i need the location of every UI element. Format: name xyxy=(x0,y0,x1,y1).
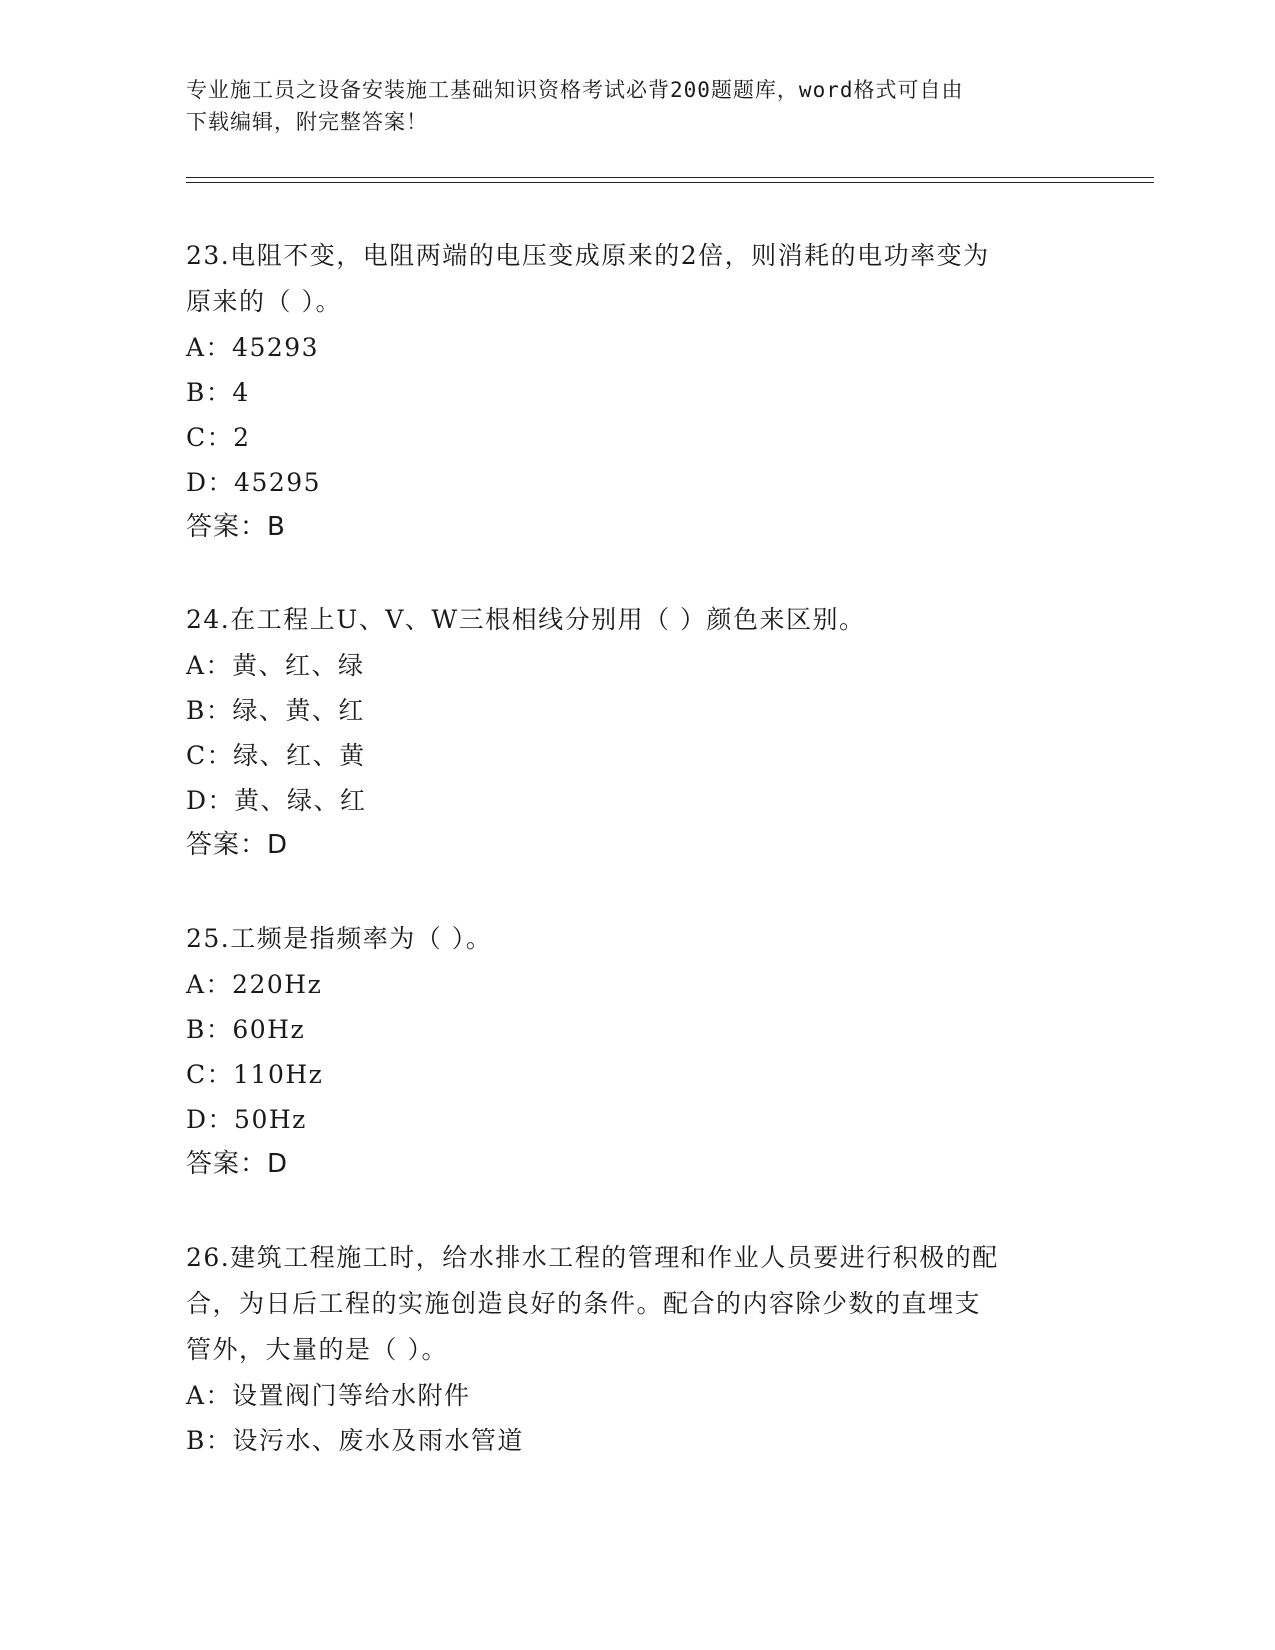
question-stem: 26.建筑工程施工时，给水排水工程的管理和作业人员要进行积极的配 xyxy=(186,1243,999,1272)
option-d: D：50Hz xyxy=(186,1105,307,1134)
question-26 xyxy=(186,1235,1086,1463)
answer: 答案：B xyxy=(186,512,286,542)
option-a: A：黄、红、绿 xyxy=(186,651,365,680)
header-line-1: 专业施工员之设备安装施工基础知识资格考试必背200题题库，word格式可自由 xyxy=(186,78,964,102)
question-25 xyxy=(186,916,1086,1187)
question-23 xyxy=(186,233,1086,550)
header-divider-bottom xyxy=(186,182,1154,183)
answer: 答案：D xyxy=(186,830,289,860)
document-header xyxy=(186,74,1066,138)
option-c: C：110Hz xyxy=(186,1060,324,1089)
question-stem: 24.在工程上U、V、W三根相线分别用（ ）颜色来区别。 xyxy=(186,605,866,634)
header-line-2: 下载编辑，附完整答案！ xyxy=(186,110,428,134)
answer: 答案：D xyxy=(186,1149,289,1179)
option-a: A：220Hz xyxy=(186,970,323,999)
option-a: A：45293 xyxy=(186,333,320,362)
question-stem: 25.工频是指频率为（ ）。 xyxy=(186,924,493,953)
question-stem: 合，为日后工程的实施创造良好的条件。配合的内容除少数的直埋支 xyxy=(186,1289,982,1318)
option-b: B：4 xyxy=(186,378,250,407)
question-stem: 23.电阻不变，电阻两端的电压变成原来的2倍，则消耗的电功率变为 xyxy=(186,241,990,270)
option-b: B：60Hz xyxy=(186,1015,306,1044)
option-d: D：黄、绿、红 xyxy=(186,786,367,815)
option-c: C：绿、红、黄 xyxy=(186,741,366,770)
option-b: B：设污水、废水及雨水管道 xyxy=(186,1426,524,1455)
question-stem: 管外，大量的是（ ）。 xyxy=(186,1335,448,1364)
question-stem: 原来的（ ）。 xyxy=(186,287,342,316)
question-24 xyxy=(186,597,1086,868)
option-c: C：2 xyxy=(186,423,251,452)
option-a: A：设置阀门等给水附件 xyxy=(186,1381,471,1410)
option-d: D：45295 xyxy=(186,468,322,497)
header-divider-top xyxy=(186,177,1154,178)
option-b: B：绿、黄、红 xyxy=(186,696,365,725)
